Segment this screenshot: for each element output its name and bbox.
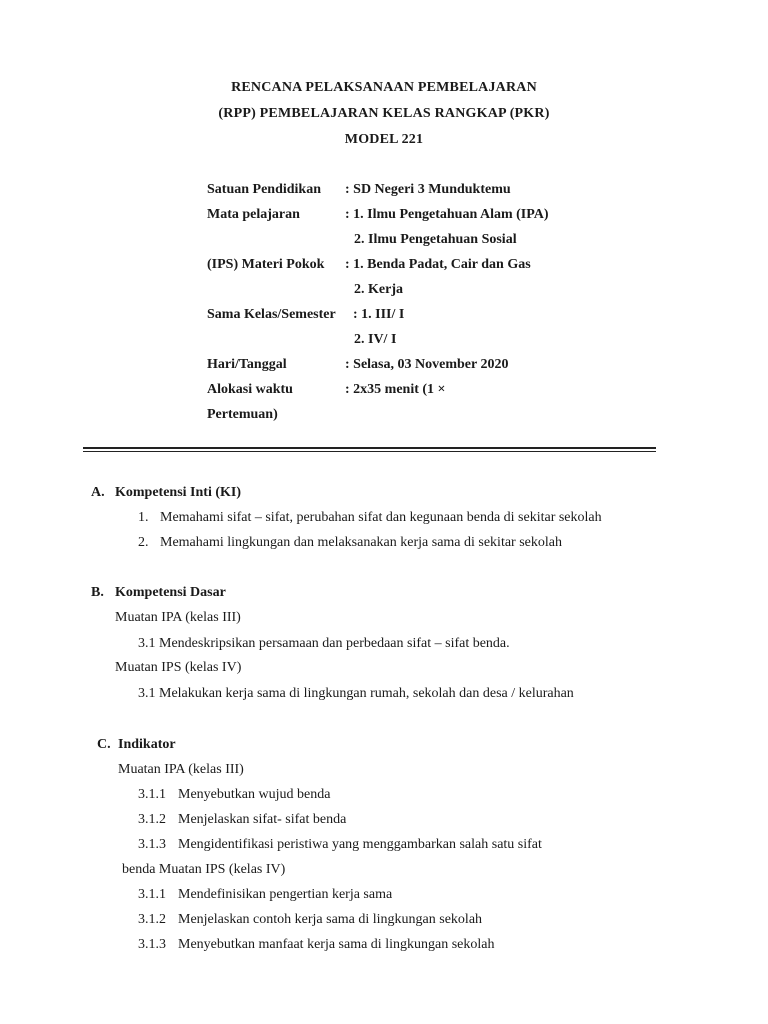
- hari-value: : Selasa, 03 November 2020: [345, 357, 509, 372]
- ind-ips-item-3-number: 3.1.3: [138, 937, 166, 952]
- materi-value-1: : 1. Benda Padat, Cair dan Gas: [345, 257, 531, 272]
- section-a-heading: Kompetensi Inti (KI): [115, 485, 241, 500]
- mapel-value-1: : 1. Ilmu Pengetahuan Alam (IPA): [345, 207, 549, 222]
- document-title-line-3: MODEL 221: [344, 132, 424, 147]
- kelas-value-2: 2. IV/ I: [354, 332, 397, 347]
- satuan-value: : SD Negeri 3 Munduktemu: [345, 182, 511, 197]
- satuan-label: Satuan Pendidikan: [207, 182, 321, 197]
- ki-item-2-number: 2.: [138, 535, 149, 550]
- ind-ips-item-2-text: Menjelaskan contoh kerja sama di lingkungan sekolah: [178, 912, 483, 927]
- double-rule-bottom: [83, 451, 656, 452]
- ind-ipa-label: Muatan IPA (kelas III): [118, 762, 244, 777]
- document-title-line-1: RENCANA PELAKSANAAN PEMBELAJARAN: [231, 80, 537, 95]
- ki-item-2-text: Memahami lingkungan dan melaksanakan kerja sama di sekitar sekolah: [160, 535, 562, 550]
- mapel-label: Mata pelajaran: [207, 207, 300, 222]
- alokasi-label: Alokasi waktu: [207, 382, 293, 397]
- mapel-value-2: 2. Ilmu Pengetahuan Sosial: [354, 232, 517, 247]
- kd-ips-label: Muatan IPS (kelas IV): [115, 660, 242, 675]
- double-rule-top: [83, 447, 656, 449]
- ind-ips-item-3-text: Menyebutkan manfaat kerja sama di lingkungan sekolah: [178, 937, 495, 952]
- ki-item-1-number: 1.: [138, 510, 149, 525]
- kd-ips-item: 3.1 Melakukan kerja sama di lingkungan rumah, sekolah dan desa / kelurahan: [138, 686, 574, 701]
- ind-ipa-item-2-number: 3.1.2: [138, 812, 166, 827]
- ind-ips-label: benda Muatan IPS (kelas IV): [122, 862, 286, 877]
- ind-ips-item-1-text: Mendefinisikan pengertian kerja sama: [178, 887, 393, 902]
- ind-ipa-item-2-text: Menjelaskan sifat- sifat benda: [178, 812, 347, 827]
- ind-ipa-item-3-number: 3.1.3: [138, 837, 166, 852]
- section-b-heading: Kompetensi Dasar: [115, 585, 226, 600]
- materi-value-2: 2. Kerja: [354, 282, 403, 297]
- alokasi-value: : 2x35 menit (1 ×: [345, 382, 446, 397]
- section-c-heading: Indikator: [118, 737, 176, 752]
- hari-label: Hari/Tanggal: [207, 357, 287, 372]
- materi-label: (IPS) Materi Pokok: [207, 257, 325, 272]
- ind-ips-item-1-number: 3.1.1: [138, 887, 166, 902]
- alokasi-continued: Pertemuan): [207, 407, 278, 422]
- section-a-letter: A.: [91, 485, 105, 500]
- document-title-line-2: (RPP) PEMBELAJARAN KELAS RANGKAP (PKR): [218, 106, 550, 121]
- section-b-letter: B.: [91, 585, 104, 600]
- ind-ipa-item-3-text: Mengidentifikasi peristiwa yang menggambarkan salah satu sifat: [178, 837, 542, 852]
- section-c-letter: C.: [97, 737, 111, 752]
- ind-ipa-item-1-number: 3.1.1: [138, 787, 166, 802]
- ind-ipa-item-1-text: Menyebutkan wujud benda: [178, 787, 331, 802]
- kelas-value-1: : 1. III/ I: [353, 307, 405, 322]
- ind-ips-item-2-number: 3.1.2: [138, 912, 166, 927]
- kelas-label: Sama Kelas/Semester: [207, 307, 336, 322]
- kd-ipa-item: 3.1 Mendeskripsikan persamaan dan perbedaan sifat – sifat benda.: [138, 636, 510, 651]
- ki-item-1-text: Memahami sifat – sifat, perubahan sifat dan kegunaan benda di sekitar sekolah: [160, 510, 602, 525]
- kd-ipa-label: Muatan IPA (kelas III): [115, 610, 241, 625]
